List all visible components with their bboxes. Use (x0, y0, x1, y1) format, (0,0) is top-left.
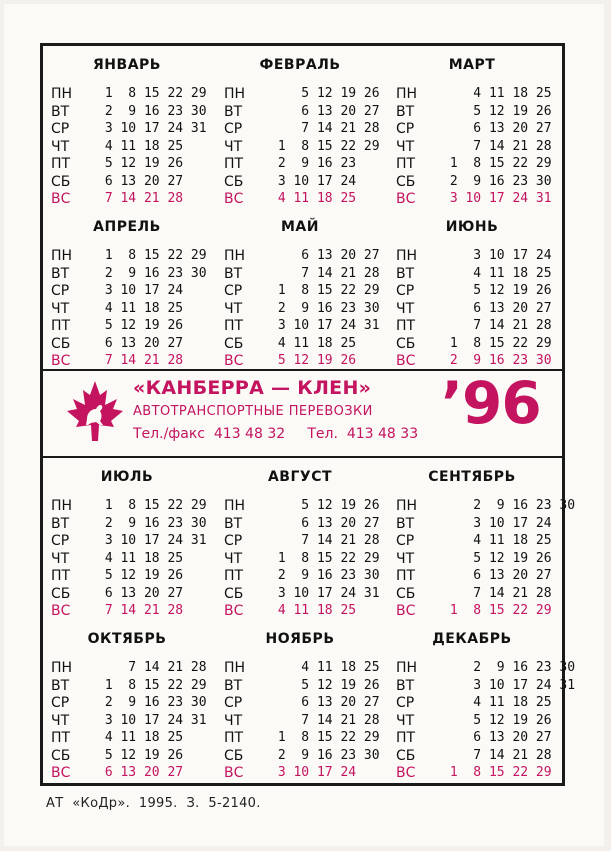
weekday-label: СБ (51, 747, 71, 764)
day-numbers: 7 14 21 28 (97, 603, 184, 618)
week-row (43, 730, 213, 746)
month-block (216, 46, 384, 206)
week-row (216, 121, 386, 137)
day-numbers: 6 13 20 27 (270, 248, 380, 263)
week-row (43, 695, 213, 711)
calendar-second-half (43, 458, 576, 783)
week-row (43, 603, 213, 619)
week-row (216, 730, 386, 746)
day-numbers: 5 12 19 26 (270, 677, 380, 693)
weekday-label: ВТ (224, 103, 243, 120)
weekday-label: ПТ (396, 318, 416, 334)
week-row (388, 695, 558, 711)
weekday-label: ВС (51, 765, 71, 781)
day-numbers: 4 11 18 25 (270, 335, 357, 351)
weekday-label: ПТ (224, 568, 244, 584)
week-row (388, 301, 558, 317)
month-name: НОЯБРЬ (265, 631, 335, 647)
week-row (216, 551, 386, 567)
day-numbers: 7 14 21 28 (97, 191, 184, 206)
week-row (388, 191, 558, 207)
day-numbers: 2 9 16 23 30 (97, 695, 207, 710)
week-row (388, 730, 558, 746)
month-name: АВГУСТ (267, 469, 333, 485)
week-row (43, 156, 213, 172)
day-numbers: 4 11 18 25 (442, 695, 552, 710)
weekday-label: ВС (51, 353, 71, 369)
week-row (216, 104, 386, 120)
week-row (388, 660, 576, 676)
day-numbers: 4 11 18 25 (270, 603, 357, 618)
weekday-label: ПТ (51, 156, 71, 172)
day-numbers: 7 14 21 28 (97, 660, 207, 675)
day-numbers: 7 14 21 28 (97, 353, 184, 368)
month-block (388, 46, 556, 206)
day-numbers: 7 14 21 28 (270, 533, 380, 548)
weekday-label: СР (51, 533, 70, 549)
week-row (216, 301, 386, 317)
weekday-label: ВС (224, 353, 244, 369)
week-row (43, 104, 213, 120)
week-row (43, 568, 213, 584)
day-numbers: 1 8 15 22 29 (270, 138, 380, 154)
weekday-label: ВТ (396, 515, 415, 532)
weekday-label: ПН (51, 660, 73, 676)
day-numbers: 5 12 19 26 (97, 318, 184, 333)
week-row (216, 318, 386, 334)
month-block (216, 208, 384, 368)
weekday-label: ВС (396, 603, 416, 619)
day-numbers: 1 8 15 22 29 (97, 86, 207, 101)
day-numbers: 2 9 16 23 30 (97, 103, 207, 119)
day-numbers: 6 13 20 27 (97, 173, 184, 189)
week-row (43, 765, 213, 781)
month-name: ФЕВРАЛЬ (259, 57, 341, 73)
week-row (216, 713, 386, 729)
day-numbers: 5 12 19 26 (97, 747, 184, 763)
day-numbers: 3 10 17 24 (442, 248, 552, 263)
weekday-label: ВС (396, 191, 416, 207)
day-numbers: 7 14 21 28 (442, 585, 552, 601)
day-numbers: 2 9 16 23 30 (442, 660, 576, 675)
week-row (43, 283, 213, 299)
day-numbers: 1 8 15 22 29 (97, 677, 207, 693)
weekday-label: СР (396, 283, 415, 299)
week-row (43, 533, 213, 549)
day-numbers: 5 12 19 26 (270, 498, 380, 513)
day-numbers: 1 8 15 22 29 (270, 730, 380, 745)
month-block (388, 620, 576, 781)
printer-imprint: АТ «КоДр». 1995. З. 5-2140. (46, 796, 261, 811)
day-numbers: 4 11 18 25 (442, 86, 552, 101)
week-row (388, 568, 558, 584)
weekday-label: СР (224, 121, 243, 137)
day-numbers: 4 11 18 25 (97, 550, 184, 566)
month-block (43, 620, 211, 780)
weekday-label: СР (396, 533, 415, 549)
weekday-label: ВС (224, 603, 244, 619)
week-row (43, 301, 213, 317)
day-numbers: 6 13 20 27 (442, 568, 552, 583)
weekday-label: ПТ (51, 318, 71, 334)
week-row (216, 678, 386, 694)
day-numbers: 4 11 18 25 (97, 138, 184, 154)
weekday-label: ПТ (396, 156, 416, 172)
month-name: ДЕКАБРЬ (432, 631, 512, 647)
weekday-label: ЧТ (51, 712, 70, 729)
weekday-label: ЧТ (396, 712, 415, 729)
week-row (43, 516, 213, 532)
week-row (388, 139, 558, 155)
week-row (216, 603, 386, 619)
day-numbers: 3 10 17 24 31 (442, 191, 552, 206)
weekday-label: СР (396, 121, 415, 137)
week-row (216, 660, 386, 676)
weekday-label: ПТ (51, 568, 71, 584)
weekday-label: СР (51, 121, 70, 137)
week-row (216, 533, 386, 549)
month-name: ОКТЯБРЬ (87, 631, 167, 647)
weekday-label: ПН (224, 248, 246, 264)
week-row (216, 86, 386, 102)
day-numbers: 6 13 20 27 (97, 335, 184, 351)
day-numbers: 7 14 21 28 (270, 712, 380, 728)
weekday-label: ПТ (224, 156, 244, 172)
week-row (43, 139, 213, 155)
week-row (216, 336, 386, 352)
weekday-label: ПТ (51, 730, 71, 746)
day-numbers: 4 11 18 25 (97, 730, 184, 745)
weekday-label: ПТ (396, 568, 416, 584)
day-numbers: 5 12 19 26 (442, 283, 552, 298)
day-numbers: 6 13 20 27 (442, 730, 552, 745)
weekday-label: ПН (51, 248, 73, 264)
week-row (216, 748, 386, 764)
weekday-label: ПН (224, 498, 246, 514)
day-numbers: 2 9 16 23 30 (270, 568, 380, 583)
weekday-label: ВС (396, 765, 416, 781)
weekday-label: ВТ (224, 265, 243, 282)
day-numbers: 3 10 17 24 (270, 765, 357, 780)
week-row (216, 248, 386, 264)
weekday-label: СР (224, 533, 243, 549)
weekday-label: ПТ (224, 318, 244, 334)
month-block (216, 458, 384, 618)
weekday-label: СБ (224, 335, 244, 352)
week-row (388, 248, 558, 264)
week-row (388, 713, 558, 729)
company-subtitle: АВТОТРАНСПОРТНЫЕ ПЕРЕВОЗКИ (133, 404, 373, 419)
day-numbers: 5 12 19 26 (97, 156, 184, 171)
month-name: ИЮЛЬ (100, 469, 154, 485)
month-block (43, 208, 211, 368)
day-numbers: 1 8 15 22 29 (442, 335, 552, 351)
month-name: АПРЕЛЬ (93, 219, 161, 235)
week-row (43, 121, 213, 137)
day-numbers: 7 14 21 28 (442, 747, 552, 763)
day-numbers: 3 10 17 24 31 (442, 677, 576, 693)
weekday-label: ЧТ (224, 550, 243, 567)
weekday-label: ЧТ (396, 300, 415, 317)
week-row (388, 336, 558, 352)
day-numbers: 5 12 19 26 (97, 568, 184, 583)
weekday-label: СР (51, 283, 70, 299)
calendar-first-half (43, 46, 562, 369)
week-row (388, 765, 558, 781)
day-numbers: 3 10 17 24 31 (270, 585, 380, 601)
week-row (388, 104, 558, 120)
week-row (43, 551, 213, 567)
weekday-label: ЧТ (51, 138, 70, 155)
week-row (216, 174, 386, 190)
weekday-label: ВС (51, 191, 71, 207)
weekday-label: СР (224, 695, 243, 711)
week-row (216, 765, 386, 781)
day-numbers: 1 8 15 22 29 (97, 498, 207, 513)
day-numbers: 2 9 16 23 30 (442, 498, 576, 513)
day-numbers: 3 10 17 24 31 (270, 318, 380, 333)
weekday-label: СБ (51, 335, 71, 352)
week-row (43, 353, 213, 369)
month-block (388, 208, 556, 368)
weekday-label: ВТ (396, 103, 415, 120)
day-numbers: 4 11 18 25 (442, 533, 552, 548)
day-numbers: 2 9 16 23 30 (270, 300, 380, 316)
day-numbers: 4 11 18 25 (442, 265, 552, 281)
week-row (388, 551, 558, 567)
weekday-label: ЧТ (396, 138, 415, 155)
week-row (216, 695, 386, 711)
weekday-label: ПН (51, 86, 73, 102)
week-row (388, 586, 558, 602)
week-row (43, 86, 213, 102)
month-block (43, 458, 211, 618)
weekday-label: ВТ (224, 677, 243, 694)
week-row (43, 318, 213, 334)
week-row (388, 677, 576, 694)
week-row (388, 603, 558, 619)
day-numbers: 1 8 15 22 29 (442, 765, 552, 780)
day-numbers: 2 9 16 23 30 (97, 515, 207, 531)
month-block (43, 46, 211, 206)
week-row (43, 191, 213, 207)
day-numbers: 7 14 21 28 (442, 318, 552, 333)
day-numbers: 4 11 18 25 (270, 191, 357, 206)
day-numbers: 2 9 16 23 30 (442, 173, 552, 189)
week-row (216, 191, 386, 207)
week-row (216, 568, 386, 584)
day-numbers: 3 10 17 24 31 (97, 533, 207, 548)
month-name: ИЮНЬ (445, 219, 499, 235)
weekday-label: ВС (224, 191, 244, 207)
weekday-label: СБ (396, 335, 416, 352)
day-numbers: 7 14 21 28 (442, 138, 552, 154)
calendar-frame (40, 43, 576, 786)
phone-numbers: Тел./факс 413 48 32 Тел. 413 48 33 (133, 426, 419, 442)
day-numbers: 6 13 20 27 (442, 300, 552, 316)
week-row (43, 713, 213, 729)
week-row (43, 660, 213, 676)
week-row (43, 498, 213, 514)
week-row (388, 353, 558, 369)
week-row (216, 139, 386, 155)
weekday-label: ВТ (224, 515, 243, 532)
week-row (388, 156, 558, 172)
week-row (216, 283, 386, 299)
weekday-label: ПТ (396, 730, 416, 746)
day-numbers: 2 9 16 23 30 (442, 353, 552, 368)
month-name: МАРТ (448, 57, 496, 73)
week-row (388, 174, 558, 190)
week-row (216, 266, 386, 282)
day-numbers: 2 9 16 23 30 (270, 747, 380, 763)
week-row (388, 498, 576, 514)
week-row (388, 86, 558, 102)
day-numbers: 2 9 16 23 (270, 156, 357, 171)
week-row (43, 336, 213, 352)
day-numbers: 6 13 20 27 (270, 103, 380, 119)
day-numbers: 3 10 17 24 (270, 173, 357, 189)
week-row (388, 748, 558, 764)
day-numbers: 3 10 17 24 (97, 283, 184, 298)
weekday-label: ПН (51, 498, 73, 514)
weekday-label: ЧТ (51, 300, 70, 317)
week-row (216, 353, 386, 369)
weekday-label: ПН (396, 248, 418, 264)
weekday-label: ЧТ (224, 712, 243, 729)
weekday-label: ПТ (224, 730, 244, 746)
day-numbers: 6 13 20 27 (97, 765, 184, 780)
day-numbers: 7 14 21 28 (270, 121, 380, 136)
week-row (216, 586, 386, 602)
week-row (43, 266, 213, 282)
day-numbers: 6 13 20 27 (442, 121, 552, 136)
weekday-label: СБ (224, 585, 244, 602)
day-numbers: 5 12 19 26 (442, 550, 552, 566)
day-numbers: 2 9 16 23 30 (97, 265, 207, 281)
weekday-label: ВТ (51, 103, 70, 120)
day-numbers: 1 8 15 22 29 (442, 156, 552, 171)
weekday-label: ВТ (51, 265, 70, 282)
week-row (43, 248, 213, 264)
calendar-card (4, 4, 604, 846)
day-numbers: 5 12 19 26 (442, 103, 552, 119)
week-row (43, 174, 213, 190)
weekday-label: СБ (396, 747, 416, 764)
weekday-label: ВТ (51, 515, 70, 532)
weekday-label: ВТ (396, 265, 415, 282)
weekday-label: ПН (224, 86, 246, 102)
week-row (43, 748, 213, 764)
weekday-label: ЧТ (51, 550, 70, 567)
month-name: ЯНВАРЬ (93, 57, 161, 73)
week-row (216, 156, 386, 172)
week-row (388, 533, 558, 549)
week-row (388, 266, 558, 282)
weekday-label: СБ (396, 173, 416, 190)
month-block (216, 620, 384, 780)
weekday-label: ПН (396, 86, 418, 102)
weekday-label: ВС (224, 765, 244, 781)
weekday-label: СР (51, 695, 70, 711)
company-name: «КАНБЕРРА — КЛЕН» (133, 377, 372, 399)
weekday-label: ЧТ (224, 300, 243, 317)
week-row (216, 498, 386, 514)
weekday-label: ВТ (396, 677, 415, 694)
month-block (388, 458, 576, 619)
week-row (43, 678, 213, 694)
month-name: МАЙ (281, 219, 319, 235)
day-numbers: 3 10 17 24 31 (97, 712, 207, 728)
weekday-label: СБ (51, 173, 71, 190)
weekday-label: ПН (396, 498, 418, 514)
weekday-label: СБ (51, 585, 71, 602)
day-numbers: 5 12 19 26 (270, 353, 357, 368)
weekday-label: СБ (224, 747, 244, 764)
weekday-label: ВТ (51, 677, 70, 694)
year-label: ’96 (441, 369, 541, 437)
weekday-label: СР (396, 695, 415, 711)
day-numbers: 4 11 18 25 (270, 660, 380, 675)
advertising-banner (43, 371, 562, 456)
weekday-label: ВС (396, 353, 416, 369)
day-numbers: 6 13 20 27 (270, 515, 380, 531)
day-numbers: 5 12 19 26 (442, 712, 552, 728)
week-row (388, 516, 558, 532)
day-numbers: 3 10 17 24 (442, 515, 552, 531)
week-row (388, 121, 558, 137)
week-row (216, 516, 386, 532)
weekday-label: ЧТ (396, 550, 415, 567)
week-row (388, 283, 558, 299)
week-row (43, 586, 213, 602)
day-numbers: 5 12 19 26 (270, 86, 380, 101)
weekday-label: СБ (224, 173, 244, 190)
day-numbers: 4 11 18 25 (97, 300, 184, 316)
weekday-label: ПН (224, 660, 246, 676)
week-row (388, 318, 558, 334)
day-numbers: 3 10 17 24 31 (97, 121, 207, 136)
weekday-label: СР (224, 283, 243, 299)
day-numbers: 6 13 20 27 (97, 585, 184, 601)
day-numbers: 6 13 20 27 (270, 695, 380, 710)
weekday-label: ЧТ (224, 138, 243, 155)
weekday-label: ВС (51, 603, 71, 619)
weekday-label: ПН (396, 660, 418, 676)
maple-leaf-kangaroo-icon (65, 379, 125, 443)
day-numbers: 1 8 15 22 29 (270, 550, 380, 566)
weekday-label: СБ (396, 585, 416, 602)
day-numbers: 1 8 15 22 29 (442, 603, 552, 618)
month-name: СЕНТЯБРЬ (428, 469, 516, 485)
day-numbers: 1 8 15 22 29 (270, 283, 380, 298)
day-numbers: 1 8 15 22 29 (97, 248, 207, 263)
day-numbers: 7 14 21 28 (270, 265, 380, 281)
